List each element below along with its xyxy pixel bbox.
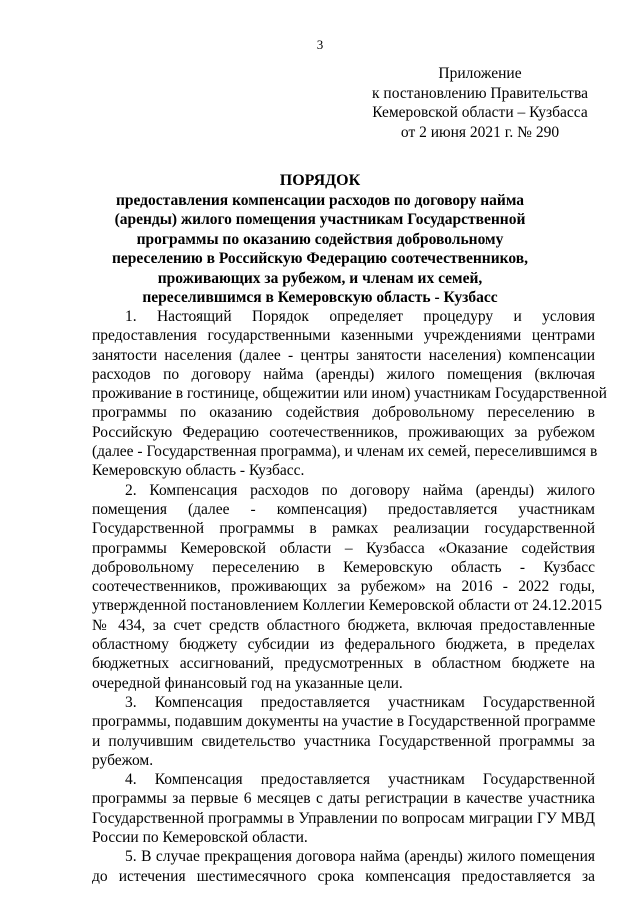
document-subtitle-line: переселившимся в Кемеровскую область - Кузбасс (142, 289, 498, 306)
paragraph-line: помещения (далее - компенсация) предоставляется участникам (92, 500, 595, 518)
paragraph-line: соотечественников, проживающих за рубежом» на 2016 - 2022 годы, (92, 578, 595, 596)
document-subtitle-line: переселению в Российскую Федерацию соотечественников, (112, 250, 528, 267)
paragraph-line: очередной финансовый год на указанные цели. (92, 674, 403, 692)
paragraph-line: проживание в гостинице, общежитии или ином) участникам Государственной (92, 385, 607, 403)
paragraph-line: Кемеровскую область - Кузбасс. (92, 462, 305, 480)
paragraph-line: России по Кемеровской области. (92, 829, 308, 847)
paragraph-line: программы Кемеровской области – Кузбасса «Оказание содействия (92, 539, 595, 557)
document-subtitle-line: предоставления компенсации расходов по договору найма (115, 191, 525, 209)
paragraph-line: добровольному переселению в Кемеровскую область - Кузбасс (92, 558, 595, 576)
paragraph-line: до истечения шестимесячного срока компенсация предоставляется за (92, 867, 595, 885)
paragraph-5 (92, 847, 595, 886)
paragraph-4 (92, 770, 595, 847)
paragraph-1 (92, 307, 607, 481)
paragraph-line: программы за первые 6 месяцев с даты регистрации в качестве участника (92, 790, 595, 808)
paragraph-line: утвержденной постановлением Коллегии Кемеровской области от 24.12.2015 (92, 597, 602, 615)
paragraph-line: 2. Компенсация расходов по договору найма (аренды) жилого (125, 481, 595, 499)
paragraph-line: предоставления государственными казенными учреждениями центрами (92, 327, 595, 345)
paragraph-line: программы, подавшим документы на участие в Государственной программе (92, 713, 596, 731)
paragraph-line: 3. Компенсация предоставляется участникам Государственной (125, 693, 595, 711)
paragraph-line: 4. Компенсация предоставляется участникам Государственной (125, 771, 595, 789)
paragraph-line: Российскую Федерацию соотечественников, проживающих за рубежом (92, 423, 595, 441)
paragraph-line: 5. В случае прекращения договора найма (аренды) жилого помещения (125, 848, 595, 866)
paragraph-line: 1. Настоящий Порядок определяет процедуру и условия (125, 308, 595, 325)
paragraph-line: расходов по договору найма (аренды) жилого помещения (включая (92, 365, 595, 383)
paragraph-2 (92, 481, 602, 693)
appendix-line: Приложение (438, 65, 522, 82)
paragraph-line: № 434, за счет средств областного бюджета, включая предоставленные (92, 616, 595, 634)
page-number: 3 (316, 37, 324, 52)
document-body (92, 307, 607, 886)
document-title-block (95, 171, 545, 308)
appendix-block (360, 64, 600, 142)
paragraph-line: занятости населения (далее - центры занятости населения) компенсации (92, 346, 595, 364)
paragraph-3 (92, 693, 595, 770)
paragraph-line: и получившим свидетельство участника Государственной программы за (92, 732, 595, 750)
paragraph-line: Государственной программы в рамках реализации государственной (92, 520, 595, 538)
appendix-line: Кемеровской области – Кузбасса (372, 104, 588, 121)
document-subtitle-line: (аренды) жилого помещения участникам Государственной (114, 211, 526, 228)
appendix-line: от 2 июня 2021 г. № 290 (400, 123, 560, 141)
document-heading: ПОРЯДОК (279, 172, 361, 189)
paragraph-line: рубежом. (92, 751, 154, 769)
document-subtitle-line: программы по оказанию содействия добровольному (136, 230, 504, 248)
paragraph-line: бюджетных ассигнований, предусмотренных в областном бюджете на (92, 655, 595, 673)
paragraph-line: программы по оказанию содействия добровольному переселению в (92, 404, 595, 422)
paragraph-line: областному бюджету субсидии из федерального бюджета, в пределах (92, 636, 595, 654)
document-subtitle-line: проживающих за рубежом, и членам их семей, (157, 269, 483, 287)
appendix-line: к постановлению Правительства (372, 84, 588, 102)
paragraph-line: Государственной программы в Управлении по вопросам миграции ГУ МВД (92, 809, 595, 827)
paragraph-line: (далее - Государственная программа), и членам их семей, переселившимся в (92, 443, 598, 461)
